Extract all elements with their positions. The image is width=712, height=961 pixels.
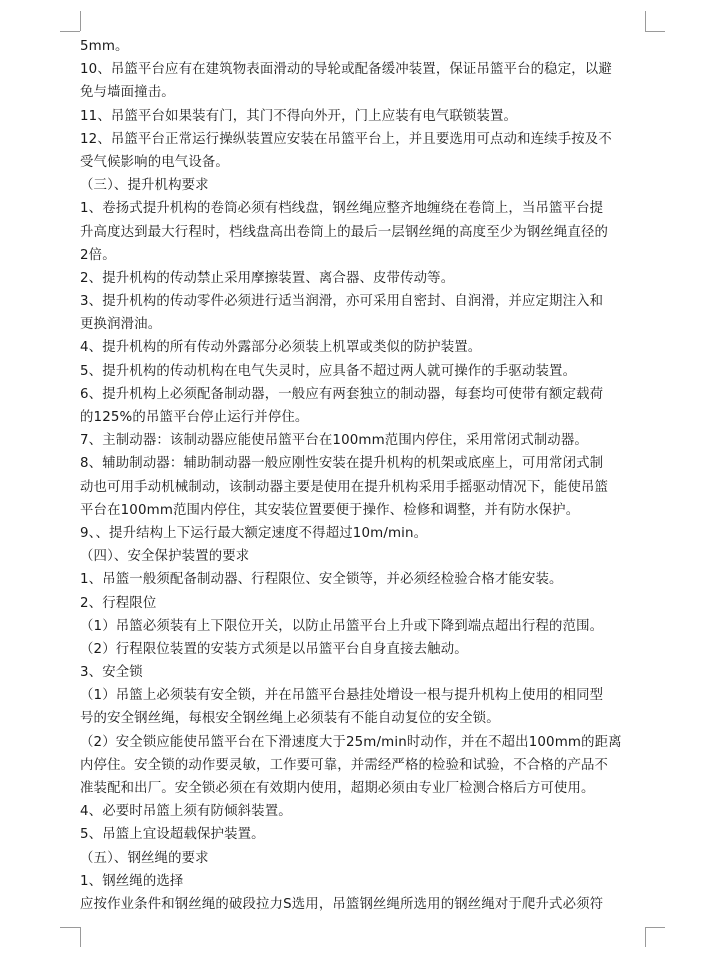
text-line: 11、吊篮平台如果装有门，其门不得向外开，门上应装有电气联锁装置。 [80, 108, 518, 124]
text-line: 1、钢丝绳的选择 [80, 873, 184, 889]
text-line: 更换润滑油。 [80, 317, 162, 333]
text-line: 免与墙面撞击。 [80, 85, 175, 101]
section-heading: （四）、安全保护装置的要求 [80, 549, 250, 565]
crop-mark-bottom-left-h [60, 927, 80, 928]
text-line: 5、吊篮上宜设超载保护装置。 [80, 827, 265, 843]
crop-mark-bottom-left-v [80, 927, 81, 947]
crop-mark-bottom-right-h [645, 927, 665, 928]
text-line: 2、提升机构的传动禁止采用摩擦装置、离合器、皮带传动等。 [80, 270, 455, 286]
text-line: 12、吊篮平台正常运行操纵装置应安装在吊篮平台上，并且要选用可点动和连续手按及不 [80, 131, 612, 147]
text-line: 受气候影响的电气设备。 [80, 154, 229, 170]
text-line: 1、卷扬式提升机构的卷筒必须有档线盘，钢丝绳应整齐地缠绕在卷筒上，当吊篮平台提 [80, 201, 604, 217]
text-line: 平台在100mm范围内停住，其安装位置要便于操作、检修和调整，并有防水保护。 [80, 502, 580, 518]
text-line: 的125%的吊篮平台停止运行并停住。 [80, 410, 309, 425]
section-heading: （五）、钢丝绳的要求 [80, 850, 209, 866]
text-line: 2倍。 [80, 247, 116, 263]
text-line: 5mm。 [80, 39, 129, 54]
text-line: 3、安全锁 [80, 665, 143, 681]
text-line: 2、行程限位 [80, 595, 157, 611]
text-line: （2）行程限位装置的安装方式须是以吊篮平台自身直接去触动。 [80, 641, 468, 657]
text-line: 8、辅助制动器：辅助制动器一般应刚性安装在提升机构的机架或底座上，可用常闭式制 [80, 456, 604, 472]
text-line: 应按作业条件和钢丝绳的破段拉力S选用，吊篮钢丝绳所选用的钢丝绳对于爬升式必须符 [80, 896, 604, 912]
text-line: 升高度达到最大行程时，档线盘高出卷筒上的最后一层钢丝绳的高度至少为钢丝绳直径的 [80, 224, 609, 240]
section-heading: （三）、提升机构要求 [80, 178, 209, 194]
text-line: 4、必要时吊篮上须有防倾斜装置。 [80, 804, 292, 820]
crop-mark-top-right-h [645, 31, 665, 32]
text-line: 6、提升机构上必须配备制动器，一般应有两套独立的制动器，每套均可使带有额定载荷 [80, 386, 604, 402]
text-line: 1、吊篮一般须配备制动器、行程限位、安全锁等，并必须经检验合格才能安装。 [80, 572, 563, 588]
crop-mark-bottom-right-v [645, 927, 646, 947]
text-line: 3、提升机构的传动零件必须进行适当润滑，亦可采用自密封、自润滑，并应定期注入和 [80, 294, 604, 310]
crop-mark-top-left-h [60, 31, 80, 32]
text-line: （1）吊篮上必须装有安全锁，并在吊篮平台悬挂处增设一根与提升机构上使用的相同型 [80, 688, 604, 704]
text-line: （1）吊篮必须装有上下限位开关，以防止吊篮平台上升或下降到端点超出行程的范围。 [80, 618, 604, 634]
text-line: 动也可用手动机械制动，该制动器主要是使用在提升机构采用手摇驱动情况下，能使吊篮 [80, 479, 609, 495]
crop-mark-top-left-v [80, 11, 81, 31]
text-line: 4、提升机构的所有传动外露部分必须装上机罩或类似的防护装置。 [80, 340, 482, 356]
text-line: 10、吊篮平台应有在建筑物表面滑动的导轮或配备缓冲装置，保证吊篮平台的稳定，以避 [80, 62, 612, 78]
text-line: 5、提升机构的传动机构在电气失灵时，应具备不超过两人就可操作的手驱动装置。 [80, 363, 577, 379]
text-line: 7、主制动器：该制动器应能使吊篮平台在100mm范围内停住，采用常闭式制动器。 [80, 433, 588, 449]
text-line: 内停住。安全锁的动作要灵敏，工作要可靠，并需经严格的检验和试验，不合格的产品不 [80, 757, 609, 773]
document-body [80, 35, 646, 916]
text-line: （2）安全锁应能使吊篮平台在下滑速度大于25m/min时动作，并在不超出100mm的距离 [80, 734, 622, 750]
text-line: 准装配和出厂。安全锁必须在有效期内使用，超期必须由专业厂检测合格后方可使用。 [80, 781, 595, 796]
text-line: 号的安全钢丝绳，每根安全钢丝绳上必须装有不能自动复位的安全锁。 [80, 711, 500, 727]
crop-mark-top-right-v [645, 11, 646, 31]
text-line: 9、、提升结构上下运行最大额定速度不得超过10m/min。 [80, 525, 428, 541]
